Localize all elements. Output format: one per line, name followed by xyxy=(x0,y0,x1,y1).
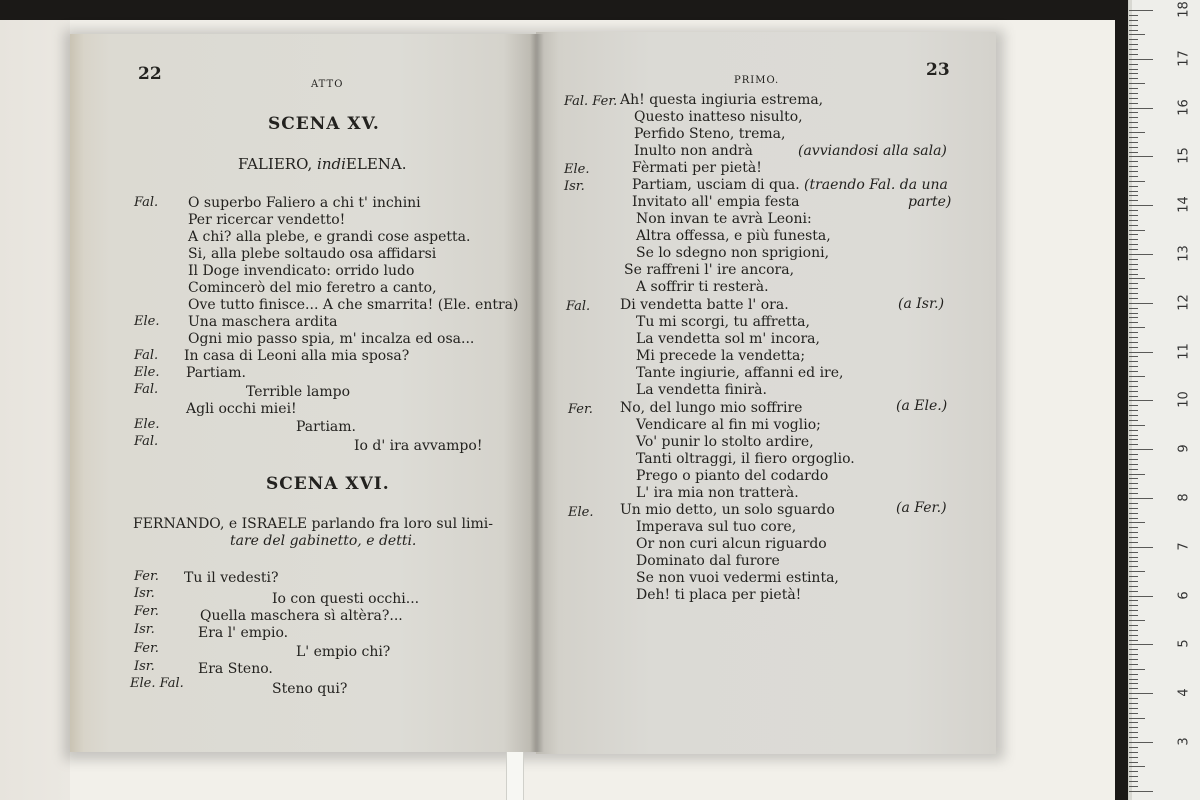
ruler-tick xyxy=(1129,713,1138,714)
speaker: Isr. xyxy=(134,586,155,601)
ruler-tick xyxy=(1129,752,1138,753)
verse-line: Per ricercar vendetto! xyxy=(188,212,346,228)
ruler-tick xyxy=(1129,347,1138,348)
ruler-tick xyxy=(1129,308,1138,309)
ruler-number: 4 xyxy=(1176,688,1192,697)
ruler-tick xyxy=(1129,127,1138,128)
verse-line: Partiam. xyxy=(186,365,247,381)
verse-line: Mi precede la vendetta; xyxy=(636,348,806,364)
ruler-tick xyxy=(1129,117,1138,118)
verse-line: Non invan te avrà Leoni: xyxy=(636,211,812,227)
ruler-tick xyxy=(1129,342,1138,343)
ruler-tick xyxy=(1129,54,1138,55)
ruler-tick xyxy=(1129,176,1138,177)
verse-line: Se lo sdegno non sprigioni, xyxy=(636,245,830,261)
speaker: Fal. Fer. xyxy=(564,94,618,109)
ruler-tick xyxy=(1129,371,1138,372)
speaker: Ele. xyxy=(134,365,160,380)
verse-line: A soffrir ti resterà. xyxy=(636,279,769,295)
verse-line: Il Doge invendicato: orrido ludo xyxy=(188,263,415,279)
ruler-tick xyxy=(1129,278,1145,279)
ruler-tick xyxy=(1129,474,1145,475)
ruler-tick xyxy=(1129,576,1138,577)
ruler-tick xyxy=(1129,571,1145,572)
ruler-tick xyxy=(1129,264,1138,265)
ruler-tick xyxy=(1129,581,1138,582)
ruler-tick xyxy=(1129,449,1153,450)
ruler-tick xyxy=(1129,405,1138,406)
ruler-tick xyxy=(1129,503,1138,504)
ruler-tick xyxy=(1129,732,1138,733)
verse-line: Vendicare al fin mi voglio; xyxy=(636,417,821,433)
ruler-tick xyxy=(1129,527,1138,528)
speaker: Fal. xyxy=(134,434,159,449)
ruler-tick xyxy=(1129,459,1138,460)
verse-line: Era l' empio. xyxy=(198,625,289,641)
ruler-tick xyxy=(1129,669,1145,670)
ruler-tick xyxy=(1129,83,1145,84)
verse-line: Inulto non andrà xyxy=(634,143,753,159)
ruler-tick xyxy=(1129,78,1138,79)
ruler-tick xyxy=(1129,112,1138,113)
speaker: Fal. xyxy=(134,382,159,397)
verse-line: Terrible lampo xyxy=(246,384,351,400)
speaker: Fal. xyxy=(134,195,159,210)
verse-line: Steno qui? xyxy=(272,681,348,697)
ruler-tick xyxy=(1129,25,1138,26)
ruler-tick xyxy=(1129,274,1138,275)
ruler-number: 5 xyxy=(1176,639,1192,649)
ruler-tick xyxy=(1129,381,1138,382)
ruler-tick xyxy=(1129,654,1138,655)
ruler-tick xyxy=(1129,683,1138,684)
verse-line: Di vendetta batte l' ora. xyxy=(620,297,789,313)
ruler-tick xyxy=(1129,298,1138,299)
ruler-tick xyxy=(1129,20,1138,21)
ruler-tick xyxy=(1129,122,1138,123)
ruler-tick xyxy=(1129,249,1138,250)
ruler-tick xyxy=(1129,181,1145,182)
ruler-tick xyxy=(1129,591,1138,592)
ruler-tick xyxy=(1129,537,1138,538)
verse-line: Una maschera ardita xyxy=(188,314,338,330)
speaker: Ele. xyxy=(568,505,594,520)
ruler-tick xyxy=(1129,469,1138,470)
ruler-tick xyxy=(1129,288,1138,289)
ruler-tick xyxy=(1129,757,1138,758)
ruler-tick xyxy=(1129,103,1138,104)
verse-line: Comincerò del mio feretro a canto, xyxy=(188,280,437,296)
ruler-tick xyxy=(1129,630,1138,631)
ruler-tick xyxy=(1129,361,1138,362)
ruler-tick xyxy=(1129,513,1138,514)
ruler-tick xyxy=(1129,396,1138,397)
verse-line: Se non vuoi vedermi estinta, xyxy=(636,570,839,586)
speaker: Fer. xyxy=(134,641,159,656)
ruler-tick xyxy=(1129,718,1145,719)
verse-line: Fèrmati per pietà! xyxy=(632,160,762,176)
verse-line: In casa di Leoni alla mia sposa? xyxy=(184,348,410,364)
speaker: Fer. xyxy=(134,569,159,584)
ruler-tick xyxy=(1129,722,1138,723)
ruler-tick xyxy=(1129,147,1138,148)
ruler-number: 8 xyxy=(1176,493,1192,502)
ruler-tick xyxy=(1129,771,1138,772)
ruler-tick xyxy=(1129,742,1153,743)
verse-line: Altra offessa, e più funesta, xyxy=(636,228,831,244)
ruler-tick xyxy=(1129,693,1153,694)
ruler-tick xyxy=(1129,635,1138,636)
ruler-tick xyxy=(1129,444,1138,445)
ruler-number: 15 xyxy=(1176,147,1192,165)
ruler-tick xyxy=(1129,430,1138,431)
verse-line: Un mio detto, un solo sguardo xyxy=(620,502,835,518)
ruler-tick xyxy=(1129,225,1138,226)
ruler-tick xyxy=(1129,762,1138,763)
ruler-tick xyxy=(1129,766,1145,767)
ruler-tick xyxy=(1129,10,1153,11)
ruler-tick xyxy=(1129,137,1138,138)
verse-line: Ove tutto finisce... A che smarrita! (Ele. entra) xyxy=(188,297,519,313)
ruler-tick xyxy=(1129,317,1138,318)
ruler-tick xyxy=(1129,205,1153,206)
ruler-tick xyxy=(1129,659,1138,660)
speaker: Ele. xyxy=(134,417,160,432)
ruler-number: 14 xyxy=(1176,196,1192,213)
ruler-number: 9 xyxy=(1176,444,1192,453)
ruler-tick xyxy=(1129,391,1138,392)
ruler-tick xyxy=(1129,152,1138,153)
ruler-tick xyxy=(1129,483,1138,484)
ruler-tick xyxy=(1129,708,1138,709)
ruler-number: 18 xyxy=(1176,1,1192,18)
ruler-tick xyxy=(1129,600,1138,601)
verse-line: Imperava sul tuo core, xyxy=(636,519,797,535)
ruler-tick xyxy=(1129,156,1153,157)
verse-line: Tu mi scorgi, tu affretta, xyxy=(636,314,810,330)
running-head-right: PRIMO. xyxy=(734,75,780,86)
ruler-tick xyxy=(1129,322,1138,323)
verse-line: Prego o pianto del codardo xyxy=(636,468,829,484)
speaker: Fal. xyxy=(134,348,159,363)
ruler-tick xyxy=(1129,435,1138,436)
ruler-tick xyxy=(1129,303,1153,304)
ruler-tick xyxy=(1129,776,1138,777)
ruler-tick xyxy=(1129,73,1138,74)
book-spine xyxy=(530,34,544,752)
ruler-tick xyxy=(1129,610,1138,611)
verse-line: Deh! ti placa per pietà! xyxy=(636,587,802,603)
ruler-tick xyxy=(1129,420,1138,421)
backboard-left xyxy=(0,20,70,800)
speaker: Fal. xyxy=(566,299,591,314)
ruler-tick xyxy=(1129,93,1138,94)
scene-xv-title: SCENA XV. xyxy=(268,114,380,134)
ruler-tick xyxy=(1129,15,1138,16)
ruler-number: 16 xyxy=(1176,98,1192,116)
speaker: Isr. xyxy=(134,622,155,637)
ruler-tick xyxy=(1129,254,1153,255)
ruler-tick xyxy=(1129,478,1138,479)
ruler-tick xyxy=(1129,239,1138,240)
ruler-tick xyxy=(1129,386,1138,387)
ruler-tick xyxy=(1129,259,1138,260)
ruler-tick xyxy=(1129,498,1153,499)
ruler-tick xyxy=(1129,586,1138,587)
verse-line: Quella maschera sì altèra?... xyxy=(200,608,403,624)
ruler-tick xyxy=(1129,605,1138,606)
ruler-tick xyxy=(1129,400,1153,401)
ruler-number: 6 xyxy=(1176,590,1192,600)
verse-line: Io d' ira avvampo! xyxy=(354,438,483,454)
ruler-tick xyxy=(1129,615,1138,616)
right-page xyxy=(536,32,996,754)
ruler-tick xyxy=(1129,703,1138,704)
speaker: Isr. xyxy=(134,659,155,674)
ruler-tick xyxy=(1129,337,1138,338)
ruler-tick xyxy=(1129,171,1138,172)
verse-line: Tanti oltraggi, il fiero orgoglio. xyxy=(636,451,855,467)
ruler-tick xyxy=(1129,625,1138,626)
left-page xyxy=(70,34,536,752)
ruler-tick xyxy=(1129,552,1138,553)
running-head-left: ATTO xyxy=(311,79,344,90)
ruler-tick xyxy=(1129,747,1138,748)
verse-line: No, del lungo mio soffrire xyxy=(620,400,803,416)
ruler-tick xyxy=(1129,674,1138,675)
ruler-tick xyxy=(1129,283,1138,284)
page-number-left: 22 xyxy=(138,64,162,84)
ruler-tick xyxy=(1129,69,1138,70)
verse-line: Partiam. xyxy=(296,419,357,435)
speaker: Fer. xyxy=(134,604,159,619)
stage-direction: (a Isr.) xyxy=(898,296,945,312)
speaker: Fer. xyxy=(568,402,593,417)
ruler-tick xyxy=(1129,215,1138,216)
scene-xv-cast xyxy=(238,156,407,173)
ruler-tick xyxy=(1129,327,1145,328)
verse-line: Ah! questa ingiuria estrema, xyxy=(620,92,824,108)
ruler-tick xyxy=(1129,191,1138,192)
ruler-tick xyxy=(1129,356,1138,357)
scene-xvi-title: SCENA XVI. xyxy=(266,474,390,494)
ruler-tick xyxy=(1129,186,1138,187)
ruler-tick xyxy=(1129,698,1138,699)
page-number-right: 23 xyxy=(926,60,950,80)
stage-direction: (avviandosi alla sala) xyxy=(798,143,947,159)
ruler-tick xyxy=(1129,44,1138,45)
verse-line: Tante ingiurie, affanni ed ire, xyxy=(636,365,844,381)
speaker: Ele. Fal. xyxy=(130,676,184,691)
ruler-number: 7 xyxy=(1176,542,1192,551)
verse-line: O superbo Faliero a chi t' inchini xyxy=(188,195,421,211)
ruler-tick xyxy=(1129,640,1138,641)
measuring-ruler xyxy=(1128,0,1200,800)
stage-direction: (a Ele.) xyxy=(896,398,948,414)
ruler-tick xyxy=(1129,620,1145,621)
verse-line: Io con questi occhi... xyxy=(272,591,420,607)
ruler-number: 13 xyxy=(1176,245,1192,262)
verse-line: Dominato dal furore xyxy=(636,553,780,569)
ruler-tick xyxy=(1129,688,1138,689)
ruler-tick xyxy=(1129,161,1138,162)
ruler-tick xyxy=(1129,293,1138,294)
ruler-tick xyxy=(1129,439,1138,440)
ruler-tick xyxy=(1129,518,1138,519)
cast-indi: indi xyxy=(317,155,346,173)
speaker: Isr. xyxy=(564,179,585,194)
stage-direction: (a Fer.) xyxy=(896,500,947,516)
ruler-tick xyxy=(1129,464,1138,465)
ruler-tick xyxy=(1129,220,1138,221)
ruler-tick xyxy=(1129,547,1153,548)
verse-line: Perfido Steno, trema, xyxy=(634,126,786,142)
bookmark-ribbon xyxy=(506,752,524,800)
ruler-tick xyxy=(1129,737,1138,738)
ruler-tick xyxy=(1129,142,1138,143)
ruler-tick xyxy=(1129,230,1145,231)
ruler-tick xyxy=(1129,493,1138,494)
verse-line: La vendetta sol m' incora, xyxy=(636,331,820,347)
ruler-tick xyxy=(1129,679,1138,680)
stage-direction: (traendo Fal. da una xyxy=(804,177,948,193)
verse-line: Or non curi alcun riguardo xyxy=(636,536,827,552)
ruler-tick xyxy=(1129,644,1153,645)
ruler-tick xyxy=(1129,410,1138,411)
ruler-tick xyxy=(1129,454,1138,455)
ruler-number: 10 xyxy=(1176,391,1192,409)
ruler-number: 12 xyxy=(1176,294,1192,311)
ruler-tick xyxy=(1129,366,1138,367)
ruler-tick xyxy=(1129,786,1138,787)
ruler-tick xyxy=(1129,332,1138,333)
ruler-tick xyxy=(1129,210,1138,211)
ruler-tick xyxy=(1129,522,1145,523)
ruler-tick xyxy=(1129,313,1138,314)
ruler-number: 11 xyxy=(1176,342,1192,360)
ruler-tick xyxy=(1129,561,1138,562)
verse-line: Tu il vedesti? xyxy=(184,570,279,586)
ruler-tick xyxy=(1129,166,1138,167)
ruler-tick xyxy=(1129,269,1138,270)
cast-elena: ELENA. xyxy=(345,155,407,173)
verse-line: Vo' punir lo stolto ardire, xyxy=(636,434,814,450)
ruler-tick xyxy=(1129,49,1138,50)
ruler-tick xyxy=(1129,234,1138,235)
ruler-tick xyxy=(1129,59,1153,60)
verse-line: La vendetta finirà. xyxy=(636,382,767,398)
ruler-tick xyxy=(1129,781,1138,782)
scene-xvi-cast: FERNANDO, e ISRAELE parlando fra loro sul limi- xyxy=(133,516,493,532)
ruler-tick xyxy=(1129,98,1138,99)
ruler-tick xyxy=(1129,415,1138,416)
verse-line: A chi? alla plebe, e grandi cose aspetta. xyxy=(188,229,471,245)
ruler-tick xyxy=(1129,532,1138,533)
ruler-number: 17 xyxy=(1176,50,1192,67)
ruler-tick xyxy=(1129,244,1138,245)
ruler-tick xyxy=(1129,664,1138,665)
ruler-tick xyxy=(1129,352,1153,353)
verse-line: Partiam, usciam di qua. xyxy=(632,177,800,193)
verse-line: L' ira mia non tratterà. xyxy=(636,485,799,501)
ruler-tick xyxy=(1129,34,1145,35)
verse-line: Era Steno. xyxy=(198,661,273,677)
verse-line: Agli occhi miei! xyxy=(186,401,297,417)
ruler-tick xyxy=(1129,566,1138,567)
speaker: Ele. xyxy=(134,314,160,329)
stage-direction: parte) xyxy=(908,194,952,210)
ruler-tick xyxy=(1129,596,1153,597)
verse-line: Questo inatteso nisulto, xyxy=(634,109,803,125)
ruler-tick xyxy=(1129,557,1138,558)
ruler-tick xyxy=(1129,200,1138,201)
ruler-tick xyxy=(1129,376,1145,377)
ruler-tick xyxy=(1129,727,1138,728)
speaker: Ele. xyxy=(564,162,590,177)
ruler-tick xyxy=(1129,425,1145,426)
ruler-tick xyxy=(1129,195,1138,196)
ruler-tick xyxy=(1129,649,1138,650)
verse-line: Invitato all' empia festa xyxy=(632,194,800,210)
ruler-number: 3 xyxy=(1176,737,1192,746)
verse-line: Ogni mio passo spia, m' incalza ed osa... xyxy=(188,331,475,347)
cast-faliero: FALIERO, xyxy=(238,155,313,173)
verse-line: Se raffreni l' ire ancora, xyxy=(624,262,795,278)
ruler-tick xyxy=(1129,30,1138,31)
ruler-tick xyxy=(1129,488,1138,489)
ruler-tick xyxy=(1129,64,1138,65)
ruler-tick xyxy=(1129,39,1138,40)
ruler-tick xyxy=(1129,108,1153,109)
ruler-tick xyxy=(1129,132,1145,133)
verse-line: Si, alla plebe soltaudo osa affidarsi xyxy=(188,246,437,262)
ruler-tick xyxy=(1129,791,1153,792)
verse-line: L' empio chi? xyxy=(296,644,391,660)
scene-xvi-cast-cont: tare del gabinetto, e detti. xyxy=(230,533,417,549)
ruler-tick xyxy=(1129,88,1138,89)
ruler-tick xyxy=(1129,542,1138,543)
ruler-tick xyxy=(1129,508,1138,509)
